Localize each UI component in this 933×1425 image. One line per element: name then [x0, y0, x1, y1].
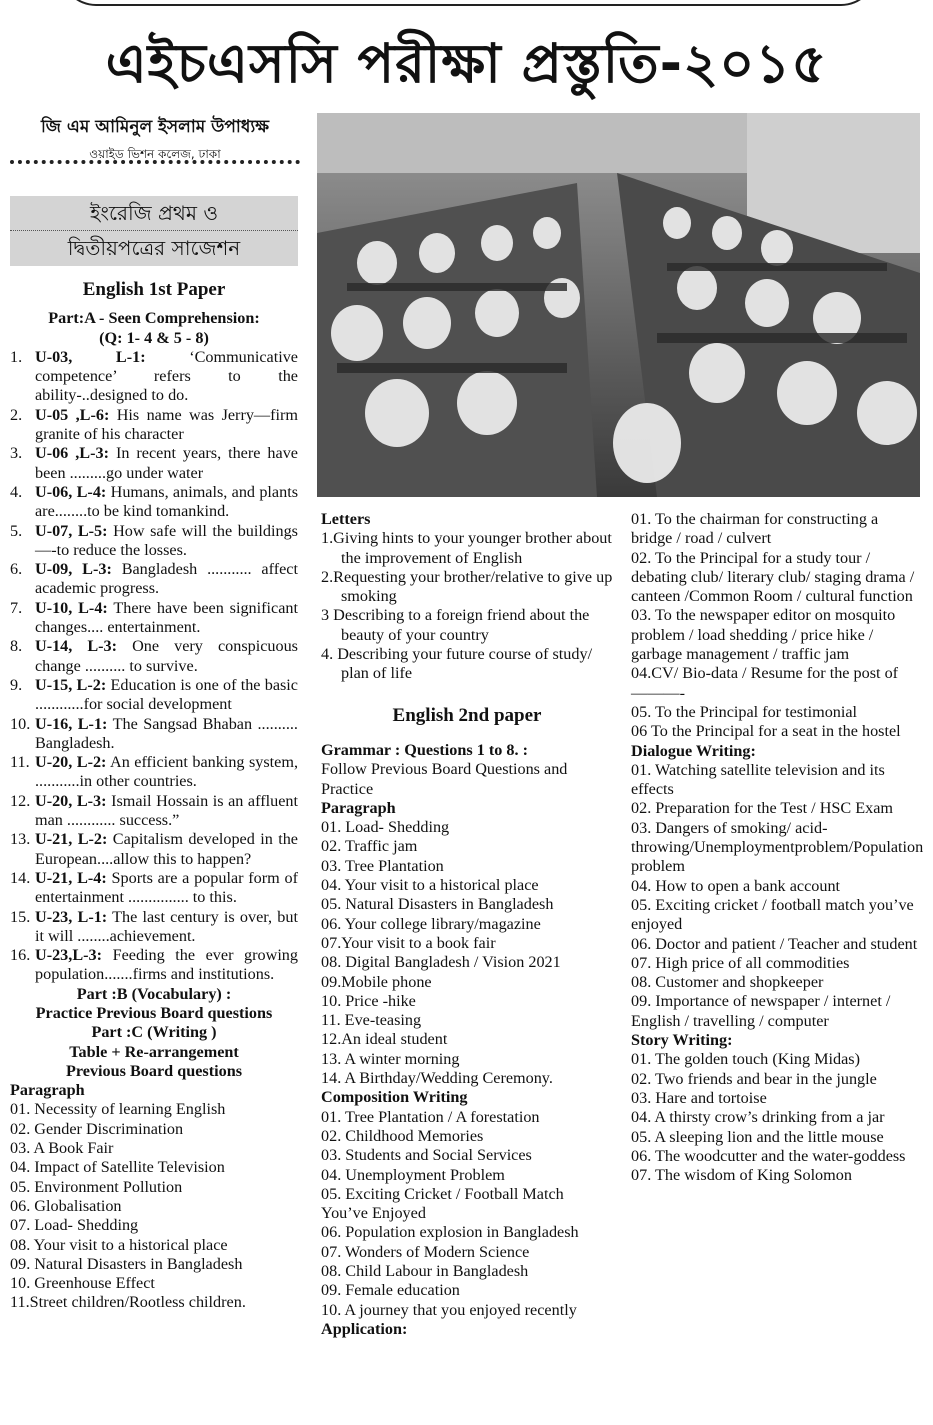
application-list: [631, 510, 923, 742]
grammar-heading: Grammar : Questions 1 to 8. :: [321, 740, 528, 759]
story-list: [631, 1050, 923, 1185]
item-text: The last century is over, but it will ........achievement.: [35, 907, 298, 945]
list-item: [10, 483, 298, 522]
part-a-title: Part:A - Seen Comprehension:: [48, 309, 260, 328]
list-item: 05. Exciting cricket / football match you’ve enjoyed: [631, 895, 914, 934]
list-item: 11.Street children/Rootless children.: [10, 1293, 246, 1312]
list-item: 12.An ideal student: [321, 1030, 448, 1049]
list-item: 02. Gender Discrimination: [10, 1119, 184, 1138]
list-item: 04. Your visit to a historical place: [321, 876, 539, 895]
list-item: 09. Female education: [321, 1281, 460, 1300]
list-item: 05. Exciting Cricket / Football Match You’ve Enjoyed: [321, 1184, 564, 1223]
first-paper-paragraph-list: [10, 1100, 298, 1312]
grammar-text: Follow Previous Board Questions and Practice: [321, 760, 568, 798]
item-text: The Sangsad Bhaban .......... Bangladesh.: [35, 714, 298, 752]
column-writing: [631, 510, 923, 1185]
dotted-divider: [10, 160, 300, 164]
item-number: 1.: [10, 347, 23, 366]
list-item: 08. Customer and shopkeeper: [631, 973, 824, 992]
list-item: 07.Your visit to a book fair: [321, 933, 496, 952]
item-number: 2.: [10, 405, 23, 424]
unit-lesson-ref: U-05 ,L-6:: [35, 405, 110, 424]
list-item: 07. The wisdom of King Solomon: [631, 1166, 852, 1185]
item-number: 3.: [10, 444, 23, 463]
item-number: 10.: [10, 714, 31, 733]
list-item: 2.Requesting your brother/relative to give up smoking: [321, 567, 613, 606]
list-item: [10, 676, 298, 715]
list-item: 02. To the Principal for a study tour / debating club/ literary club/ staging drama / canteen /Common Room / cultural function: [631, 548, 915, 606]
item-number: 11.: [10, 753, 30, 772]
list-item: 10. A journey that you enjoyed recently: [321, 1300, 577, 1319]
unit-lesson-ref: U-23, L-1:: [35, 907, 108, 926]
author-block: [10, 114, 300, 166]
item-number: 7.: [10, 598, 23, 617]
part-a-questions: (Q: 1- 4 & 5 - 8): [99, 328, 209, 347]
list-item: 01. To the chairman for constructing a bridge / road / culvert: [631, 510, 879, 548]
list-item: [10, 908, 298, 947]
list-item: 03. To the newspaper editor on mosquito problem / load shedding / price hike / garbage management / traffic jam: [631, 606, 896, 664]
list-item: 10. Greenhouse Effect: [10, 1274, 155, 1293]
part-b-text: Practice Previous Board questions: [35, 1003, 273, 1022]
list-item: 08. Digital Bangladesh / Vision 2021: [321, 953, 561, 972]
list-item: 09.Mobile phone: [321, 972, 432, 991]
dialogue-heading: Dialogue Writing:: [631, 741, 756, 760]
unit-lesson-ref: U-15, L-2:: [35, 675, 107, 694]
list-item: 04. A thirsty crow’s drinking from a jar: [631, 1108, 885, 1127]
item-number: 5.: [10, 521, 23, 540]
second-paper-paragraph-list: [321, 818, 613, 1088]
list-item: 1.Giving hints to your younger brother about the improvement of English: [321, 529, 612, 567]
item-number: 16.: [10, 946, 31, 965]
unit-lesson-ref: U-06 ,L-3:: [35, 444, 109, 463]
list-item: 04. How to open a bank account: [631, 876, 841, 895]
column-second-paper: [321, 510, 613, 1339]
list-item: 08. Child Labour in Bangladesh: [321, 1261, 529, 1280]
unit-lesson-ref: U-03, L-1:: [35, 347, 146, 366]
list-item: 02. Preparation for the Test / HSC Exam: [631, 799, 894, 818]
list-item: 03. Dangers of smoking/ acid-throwing/Unemploymentproblem/Population problem: [631, 818, 924, 876]
list-item: [10, 637, 298, 676]
unit-lesson-ref: U-21, L-4:: [35, 868, 107, 887]
list-item: 01. Watching satellite television and its effects: [631, 760, 885, 799]
item-number: 4.: [10, 482, 23, 501]
list-item: [10, 560, 298, 599]
part-c-line-2: Previous Board questions: [66, 1061, 242, 1080]
unit-lesson-ref: U-20, L-2:: [35, 753, 107, 772]
list-item: [10, 348, 298, 406]
exam-hall-photo: [317, 113, 920, 497]
item-text: Feeding the ever growing population.......firms and institutions.: [35, 946, 298, 984]
list-item: 04.CV/ Bio-data / Resume for the post of———-: [631, 664, 899, 702]
list-item: 02. Traffic jam: [321, 837, 418, 856]
item-text: Bangladesh ........... affect academic progress.: [35, 560, 298, 598]
item-number: 14.: [10, 868, 31, 887]
list-item: 01. Tree Plantation / A forestation: [321, 1107, 540, 1126]
author-name: জি এম আমিনুল ইসলাম উপাধ্যক্ষ: [40, 117, 270, 137]
list-item: 07. Load- Shedding: [10, 1216, 139, 1235]
letters-heading: Letters: [321, 510, 371, 528]
item-number: 12.: [10, 791, 31, 810]
exam-hall-illustration: [317, 113, 920, 497]
item-text: Humans, animals, and plants are........to be kind tomankind.: [35, 482, 298, 521]
list-item: 11. Eve-teasing: [321, 1011, 422, 1030]
part-c-title: Part :C (Writing ): [91, 1023, 217, 1042]
unit-lesson-ref: U-09, L-3:: [35, 560, 112, 579]
page-title: এইচএসসি পরীক্ষা প্রস্তুতি-২০১৫: [105, 32, 828, 95]
part-c-line-1: Table + Re-arrangement: [69, 1042, 239, 1061]
list-item: 09. Importance of newspaper / internet / English / travelling / computer: [631, 992, 891, 1030]
list-item: 01. The golden touch (King Midas): [631, 1050, 860, 1069]
list-item: 06. Your college library/magazine: [321, 914, 541, 933]
list-item: 01. Load- Shedding: [321, 818, 450, 837]
header-frame: [60, 0, 877, 6]
seen-comprehension-list: [10, 348, 298, 985]
first-paper-paragraph-heading: Paragraph: [10, 1081, 85, 1100]
application-heading: Application:: [321, 1319, 408, 1338]
list-item: [10, 753, 298, 792]
list-item: 08. Your visit to a historical place: [10, 1235, 228, 1254]
suggestion-line-1: ইংরেজি প্রথম ও: [10, 196, 298, 231]
item-number: 6.: [10, 560, 23, 579]
list-item: 06. Globalisation: [10, 1196, 122, 1215]
item-text: Ismail Hossain is an affluent man ............ success.”: [35, 791, 298, 830]
list-item: 07. High price of all commodities: [631, 953, 850, 972]
second-paper-paragraph-heading: Paragraph: [321, 798, 396, 817]
list-item: [10, 830, 298, 869]
composition-list: [321, 1108, 613, 1320]
list-item: 07. Wonders of Modern Science: [321, 1242, 530, 1261]
list-item: [10, 715, 298, 754]
item-number: 15.: [10, 907, 31, 926]
item-text: ‘Communicative competence’ refers to the ability-..designed to do.: [35, 347, 298, 405]
list-item: [10, 792, 298, 831]
list-item: 10. Price -hike: [321, 991, 416, 1010]
list-item: 3 Describing to a foreign friend about the beauty of your country: [321, 606, 590, 644]
list-item: 03. Tree Plantation: [321, 856, 444, 875]
unit-lesson-ref: U-10, L-4:: [35, 598, 108, 617]
list-item: 06. Doctor and patient / Teacher and student: [631, 934, 918, 953]
list-item: [10, 522, 298, 561]
part-b-title: Part :B (Vocabulary) :: [76, 984, 232, 1003]
item-text: In recent years, there have been .........go under water: [35, 444, 298, 482]
item-number: 13.: [10, 830, 31, 849]
suggestion-box: [10, 196, 298, 266]
author-college: ওয়াইড ভিশন কলেজ, ঢাকা: [89, 147, 221, 161]
unit-lesson-ref: U-23,L-3:: [35, 946, 102, 965]
list-item: 06 To the Principal for a seat in the hostel: [631, 722, 901, 741]
list-item: 14. A Birthday/Wedding Ceremony.: [321, 1069, 553, 1088]
list-item: 06. The woodcutter and the water-goddess: [631, 1146, 906, 1165]
list-item: 03. Students and Social Services: [321, 1146, 532, 1165]
item-text: There have been significant changes.... entertainment.: [35, 598, 298, 637]
dialogue-list: [631, 761, 923, 1031]
unit-lesson-ref: U-20, L-3:: [35, 791, 107, 810]
story-heading: Story Writing:: [631, 1031, 733, 1050]
list-item: [10, 869, 298, 908]
list-item: [10, 599, 298, 638]
column-first-paper: [10, 278, 298, 1313]
list-item: 03. Hare and tortoise: [631, 1088, 767, 1107]
composition-heading: Composition Writing: [321, 1088, 468, 1107]
list-item: 09. Natural Disasters in Bangladesh: [10, 1254, 243, 1273]
item-number: 9.: [10, 675, 23, 694]
unit-lesson-ref: U-14, L-3:: [35, 637, 118, 656]
list-item: 02. Two friends and bear in the jungle: [631, 1069, 877, 1088]
item-text: Education is one of the basic ............for social development: [35, 675, 298, 714]
list-item: 02. Childhood Memories: [321, 1126, 484, 1145]
suggestion-line-2: দ্বিতীয়পত্রের সাজেশন: [67, 236, 241, 260]
list-item: 04. Unemployment Problem: [321, 1165, 505, 1184]
list-item: 03. A Book Fair: [10, 1139, 114, 1158]
item-number: 8.: [10, 637, 23, 656]
list-item: 05. To the Principal for testimonial: [631, 702, 858, 721]
unit-lesson-ref: U-21, L-2:: [35, 830, 108, 849]
list-item: 06. Population explosion in Bangladesh: [321, 1223, 579, 1242]
letters-list: [321, 529, 613, 683]
unit-lesson-ref: U-06, L-4:: [35, 482, 107, 501]
unit-lesson-ref: U-16, L-1:: [35, 714, 108, 733]
list-item: 05. A sleeping lion and the little mouse: [631, 1127, 884, 1146]
list-item: [10, 946, 298, 985]
list-item: 05. Environment Pollution: [10, 1177, 183, 1196]
item-text: An efficient banking system, ...........in other countries.: [35, 753, 298, 791]
list-item: [10, 444, 298, 483]
item-text: Capitalism developed in the European....allow this to happen?: [35, 830, 298, 868]
list-item: 05. Natural Disasters in Bangladesh: [321, 895, 554, 914]
item-text: One very conspicuous change .......... to survive.: [35, 637, 298, 675]
item-text: Sports are a popular form of entertainment ............... to this.: [35, 868, 298, 907]
list-item: 01. Necessity of learning English: [10, 1100, 226, 1119]
list-item: 4. Describing your future course of study/ plan of life: [321, 645, 593, 683]
list-item: 04. Impact of Satellite Television: [10, 1158, 225, 1177]
item-text: His name was Jerry—firm granite of his character: [35, 405, 298, 444]
second-paper-heading: English 2nd paper: [392, 704, 542, 726]
unit-lesson-ref: U-07, L-5:: [35, 521, 108, 540]
list-item: [10, 406, 298, 445]
item-text: How safe will the buildings —-to reduce the losses.: [35, 521, 298, 559]
list-item: 13. A winter morning: [321, 1049, 460, 1068]
first-paper-heading: English 1st Paper: [82, 279, 226, 300]
